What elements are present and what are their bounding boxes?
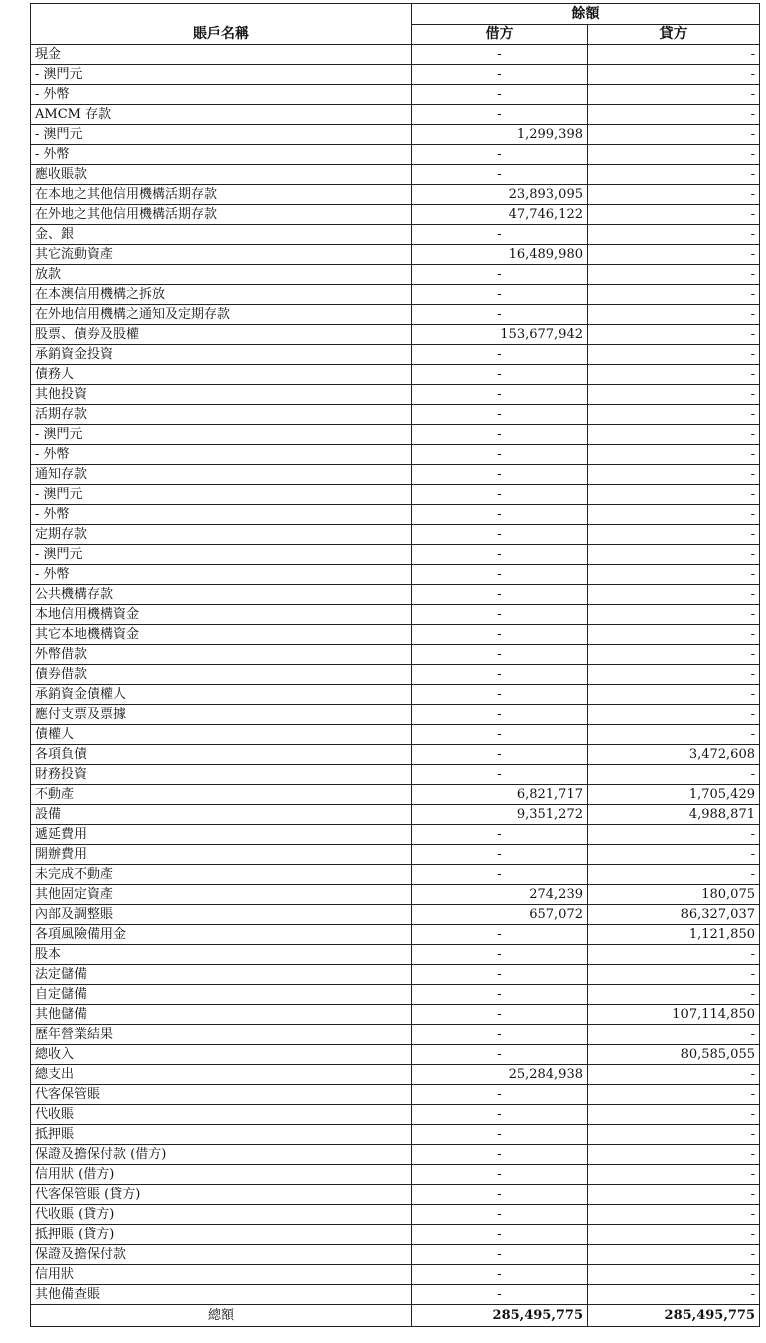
account-name-cell: 放款 xyxy=(31,265,412,285)
credit-cell: - xyxy=(588,1225,760,1245)
credit-cell: - xyxy=(588,545,760,565)
account-name-cell: 內部及調整賬 xyxy=(31,905,412,925)
table-row xyxy=(31,225,760,245)
debit-cell: - xyxy=(412,925,588,945)
debit-cell: - xyxy=(412,565,588,585)
debit-cell: - xyxy=(412,345,588,365)
table-row xyxy=(31,365,760,385)
table-row xyxy=(31,825,760,845)
debit-cell: - xyxy=(412,1285,588,1305)
credit-cell: - xyxy=(588,1085,760,1105)
debit-cell: - xyxy=(412,445,588,465)
credit-cell: - xyxy=(588,125,760,145)
credit-cell: - xyxy=(588,585,760,605)
credit-cell: - xyxy=(588,105,760,125)
account-name-cell: 活期存款 xyxy=(31,405,412,425)
debit-cell: - xyxy=(412,485,588,505)
account-name-cell: AMCM 存款 xyxy=(31,105,412,125)
table-row xyxy=(31,405,760,425)
credit-cell: 80,585,055 xyxy=(588,1045,760,1065)
account-name-cell: 代收賬 xyxy=(31,1105,412,1125)
credit-cell: - xyxy=(588,245,760,265)
table-row xyxy=(31,1205,760,1225)
table-row xyxy=(31,1265,760,1285)
credit-cell: 86,327,037 xyxy=(588,905,760,925)
account-name-cell: 開辦費用 xyxy=(31,845,412,865)
debit-cell: - xyxy=(412,665,588,685)
account-name-cell: 保證及擔保付款 (借方) xyxy=(31,1145,412,1165)
debit-cell: - xyxy=(412,1005,588,1025)
table-row xyxy=(31,845,760,865)
total-label: 總額 xyxy=(31,1305,412,1327)
credit-cell: 1,121,850 xyxy=(588,925,760,945)
account-name-cell: 股票、債券及股權 xyxy=(31,325,412,345)
credit-cell: - xyxy=(588,945,760,965)
debit-cell: - xyxy=(412,85,588,105)
debit-header: 借方 xyxy=(412,25,588,45)
debit-cell: - xyxy=(412,1045,588,1065)
debit-cell: - xyxy=(412,505,588,525)
credit-cell: - xyxy=(588,165,760,185)
account-name-cell: - 外幣 xyxy=(31,505,412,525)
account-name-cell: 其它流動資產 xyxy=(31,245,412,265)
credit-cell: - xyxy=(588,1065,760,1085)
table-row xyxy=(31,45,760,65)
account-name-cell: 現金 xyxy=(31,45,412,65)
debit-cell: - xyxy=(412,1205,588,1225)
credit-cell: - xyxy=(588,1125,760,1145)
credit-cell: - xyxy=(588,445,760,465)
debit-cell: 25,284,938 xyxy=(412,1065,588,1085)
account-name-cell: - 外幣 xyxy=(31,85,412,105)
credit-cell: - xyxy=(588,705,760,725)
account-name-cell: 定期存款 xyxy=(31,525,412,545)
debit-cell: 1,299,398 xyxy=(412,125,588,145)
table-row xyxy=(31,925,760,945)
debit-cell: - xyxy=(412,985,588,1005)
table-row xyxy=(31,345,760,365)
table-row xyxy=(31,865,760,885)
account-name-cell: 在外地之其他信用機構活期存款 xyxy=(31,205,412,225)
debit-cell: - xyxy=(412,1145,588,1165)
account-name-cell: 其他備查賬 xyxy=(31,1285,412,1305)
debit-cell: - xyxy=(412,45,588,65)
credit-cell: - xyxy=(588,665,760,685)
account-name-cell: 保證及擔保付款 xyxy=(31,1245,412,1265)
account-name-cell: 其他儲備 xyxy=(31,1005,412,1025)
debit-cell: 23,893,095 xyxy=(412,185,588,205)
debit-cell: 16,489,980 xyxy=(412,245,588,265)
account-name-cell: 在外地信用機構之通知及定期存款 xyxy=(31,305,412,325)
debit-cell: - xyxy=(412,845,588,865)
debit-cell: 47,746,122 xyxy=(412,205,588,225)
account-name-cell: - 澳門元 xyxy=(31,125,412,145)
account-name-cell: 承銷資金債權人 xyxy=(31,685,412,705)
credit-cell: - xyxy=(588,1145,760,1165)
table-row xyxy=(31,325,760,345)
account-name-cell: 未完成不動產 xyxy=(31,865,412,885)
account-name-cell: 歷年營業結果 xyxy=(31,1025,412,1045)
table-row xyxy=(31,1025,760,1045)
table-row xyxy=(31,945,760,965)
table-row xyxy=(31,465,760,485)
table-row xyxy=(31,485,760,505)
debit-cell: - xyxy=(412,525,588,545)
account-name-cell: 遞延費用 xyxy=(31,825,412,845)
table-row xyxy=(31,965,760,985)
table-row xyxy=(31,765,760,785)
debit-cell: 274,239 xyxy=(412,885,588,905)
account-name-cell: 其它本地機構資金 xyxy=(31,625,412,645)
table-row xyxy=(31,1085,760,1105)
table-row xyxy=(31,565,760,585)
table-row xyxy=(31,285,760,305)
table-row xyxy=(31,1105,760,1125)
table-row xyxy=(31,625,760,645)
debit-cell: - xyxy=(412,1265,588,1285)
credit-cell: - xyxy=(588,405,760,425)
account-name-cell: 各項風險備用金 xyxy=(31,925,412,945)
account-name-cell: 總支出 xyxy=(31,1065,412,1085)
credit-cell: - xyxy=(588,1165,760,1185)
ledger-body xyxy=(31,45,760,1305)
account-name-cell: 抵押賬 xyxy=(31,1125,412,1145)
debit-cell: - xyxy=(412,1225,588,1245)
account-name-cell: 應收賬款 xyxy=(31,165,412,185)
table-row xyxy=(31,1065,760,1085)
credit-header: 貸方 xyxy=(588,25,760,45)
trial-balance-sheet xyxy=(30,3,759,1338)
table-row xyxy=(31,245,760,265)
account-name-cell: 本地信用機構資金 xyxy=(31,605,412,625)
account-name-cell: - 澳門元 xyxy=(31,65,412,85)
credit-cell: 3,472,608 xyxy=(588,745,760,765)
account-name-cell: 不動產 xyxy=(31,785,412,805)
table-row xyxy=(31,665,760,685)
credit-cell: - xyxy=(588,205,760,225)
credit-cell: - xyxy=(588,485,760,505)
table-row xyxy=(31,105,760,125)
table-row xyxy=(31,385,760,405)
account-name-cell: 外幣借款 xyxy=(31,645,412,665)
account-name-cell: - 外幣 xyxy=(31,445,412,465)
table-row xyxy=(31,165,760,185)
credit-cell: - xyxy=(588,685,760,705)
credit-cell: - xyxy=(588,45,760,65)
debit-cell: - xyxy=(412,625,588,645)
account-name-cell: 信用狀 xyxy=(31,1265,412,1285)
debit-cell: 9,351,272 xyxy=(412,805,588,825)
credit-cell: - xyxy=(588,185,760,205)
balance-header: 餘額 xyxy=(412,4,760,25)
debit-cell: - xyxy=(412,545,588,565)
credit-cell: - xyxy=(588,1025,760,1045)
table-row xyxy=(31,1245,760,1265)
table-row xyxy=(31,705,760,725)
account-name-cell: - 澳門元 xyxy=(31,425,412,445)
table-row xyxy=(31,145,760,165)
debit-cell: - xyxy=(412,685,588,705)
debit-cell: - xyxy=(412,705,588,725)
table-row xyxy=(31,1165,760,1185)
debit-cell: 6,821,717 xyxy=(412,785,588,805)
table-row xyxy=(31,585,760,605)
debit-cell: - xyxy=(412,725,588,745)
table-row xyxy=(31,1125,760,1145)
table-row xyxy=(31,1005,760,1025)
account-name-cell: 在本澳信用機構之拆放 xyxy=(31,285,412,305)
debit-cell: - xyxy=(412,945,588,965)
credit-cell: - xyxy=(588,305,760,325)
debit-cell: - xyxy=(412,365,588,385)
total-credit: 285,495,775 xyxy=(588,1305,760,1327)
account-name-cell: - 澳門元 xyxy=(31,485,412,505)
debit-cell: - xyxy=(412,765,588,785)
credit-cell: - xyxy=(588,265,760,285)
account-name-cell: 代客保管賬 xyxy=(31,1085,412,1105)
account-name-cell: - 外幣 xyxy=(31,145,412,165)
credit-cell: - xyxy=(588,1205,760,1225)
debit-cell: - xyxy=(412,745,588,765)
account-name-cell: 各項負債 xyxy=(31,745,412,765)
table-row xyxy=(31,605,760,625)
account-name-cell: 承銷資金投資 xyxy=(31,345,412,365)
trial-balance-table xyxy=(30,3,760,1327)
credit-cell: - xyxy=(588,85,760,105)
debit-cell: 657,072 xyxy=(412,905,588,925)
account-name-cell: 代收賬 (貸方) xyxy=(31,1205,412,1225)
credit-cell: - xyxy=(588,845,760,865)
table-row xyxy=(31,745,760,765)
account-name-cell: 財務投資 xyxy=(31,765,412,785)
credit-cell: - xyxy=(588,1285,760,1305)
debit-cell: - xyxy=(412,585,588,605)
table-row xyxy=(31,905,760,925)
table-row xyxy=(31,125,760,145)
table-row xyxy=(31,305,760,325)
table-row xyxy=(31,1285,760,1305)
debit-cell: - xyxy=(412,265,588,285)
credit-cell: - xyxy=(588,385,760,405)
credit-cell: - xyxy=(588,965,760,985)
account-name-cell: 法定儲備 xyxy=(31,965,412,985)
table-row xyxy=(31,85,760,105)
table-row xyxy=(31,985,760,1005)
account-name-cell: 債權人 xyxy=(31,725,412,745)
account-name-cell: 其他投資 xyxy=(31,385,412,405)
credit-cell: - xyxy=(588,985,760,1005)
table-row xyxy=(31,1045,760,1065)
debit-cell: - xyxy=(412,225,588,245)
table-row xyxy=(31,785,760,805)
account-name-cell: 金、銀 xyxy=(31,225,412,245)
credit-cell: - xyxy=(588,625,760,645)
table-row xyxy=(31,65,760,85)
account-name-cell: 債務人 xyxy=(31,365,412,385)
credit-cell: 4,988,871 xyxy=(588,805,760,825)
account-name-cell: - 澳門元 xyxy=(31,545,412,565)
account-name-cell: 在本地之其他信用機構活期存款 xyxy=(31,185,412,205)
debit-cell: - xyxy=(412,305,588,325)
debit-cell: - xyxy=(412,1085,588,1105)
debit-cell: - xyxy=(412,1105,588,1125)
credit-cell: - xyxy=(588,365,760,385)
credit-cell: - xyxy=(588,1265,760,1285)
credit-cell: - xyxy=(588,325,760,345)
table-row xyxy=(31,185,760,205)
debit-cell: - xyxy=(412,865,588,885)
total-row xyxy=(31,1305,760,1327)
debit-cell: - xyxy=(412,465,588,485)
account-name-cell: 應付支票及票據 xyxy=(31,705,412,725)
credit-cell: - xyxy=(588,645,760,665)
debit-cell: 153,677,942 xyxy=(412,325,588,345)
credit-cell: - xyxy=(588,425,760,445)
credit-cell: - xyxy=(588,65,760,85)
table-row xyxy=(31,425,760,445)
credit-cell: - xyxy=(588,525,760,545)
account-name-cell: 總收入 xyxy=(31,1045,412,1065)
credit-cell: - xyxy=(588,225,760,245)
debit-cell: - xyxy=(412,965,588,985)
credit-cell: 1,705,429 xyxy=(588,785,760,805)
credit-cell: - xyxy=(588,765,760,785)
account-name-cell: 債券借款 xyxy=(31,665,412,685)
table-row xyxy=(31,525,760,545)
table-row xyxy=(31,1225,760,1245)
debit-cell: - xyxy=(412,1025,588,1045)
debit-cell: - xyxy=(412,105,588,125)
credit-cell: - xyxy=(588,825,760,845)
account-name-cell: 信用狀 (借方) xyxy=(31,1165,412,1185)
debit-cell: - xyxy=(412,1245,588,1265)
credit-cell: - xyxy=(588,1105,760,1125)
debit-cell: - xyxy=(412,65,588,85)
credit-cell: - xyxy=(588,465,760,485)
account-name-cell: 自定儲備 xyxy=(31,985,412,1005)
account-name-cell: 公共機構存款 xyxy=(31,585,412,605)
table-row xyxy=(31,445,760,465)
total-debit: 285,495,775 xyxy=(412,1305,588,1327)
account-name-cell: 代客保管賬 (貸方) xyxy=(31,1185,412,1205)
table-row xyxy=(31,685,760,705)
table-row xyxy=(31,265,760,285)
credit-cell: - xyxy=(588,285,760,305)
account-name-cell: - 外幣 xyxy=(31,565,412,585)
credit-cell: 180,075 xyxy=(588,885,760,905)
account-name-cell: 通知存款 xyxy=(31,465,412,485)
account-name-header: 賬戶名稱 xyxy=(31,4,412,45)
header-row xyxy=(31,4,760,25)
table-row xyxy=(31,645,760,665)
credit-cell: - xyxy=(588,865,760,885)
credit-cell: - xyxy=(588,1245,760,1265)
debit-cell: - xyxy=(412,425,588,445)
table-row xyxy=(31,505,760,525)
debit-cell: - xyxy=(412,1185,588,1205)
credit-cell: - xyxy=(588,145,760,165)
debit-cell: - xyxy=(412,405,588,425)
debit-cell: - xyxy=(412,1165,588,1185)
debit-cell: - xyxy=(412,605,588,625)
debit-cell: - xyxy=(412,145,588,165)
debit-cell: - xyxy=(412,825,588,845)
debit-cell: - xyxy=(412,285,588,305)
credit-cell: - xyxy=(588,345,760,365)
credit-cell: - xyxy=(588,605,760,625)
credit-cell: - xyxy=(588,505,760,525)
credit-cell: 107,114,850 xyxy=(588,1005,760,1025)
debit-cell: - xyxy=(412,385,588,405)
debit-cell: - xyxy=(412,645,588,665)
table-row xyxy=(31,1185,760,1205)
table-row xyxy=(31,545,760,565)
account-name-cell: 其他固定資產 xyxy=(31,885,412,905)
table-row xyxy=(31,725,760,745)
account-name-cell: 設備 xyxy=(31,805,412,825)
debit-cell: - xyxy=(412,165,588,185)
table-row xyxy=(31,885,760,905)
account-name-cell: 股本 xyxy=(31,945,412,965)
table-row xyxy=(31,1145,760,1165)
credit-cell: - xyxy=(588,565,760,585)
debit-cell: - xyxy=(412,1125,588,1145)
credit-cell: - xyxy=(588,725,760,745)
account-name-cell: 抵押賬 (貸方) xyxy=(31,1225,412,1245)
table-row xyxy=(31,205,760,225)
credit-cell: - xyxy=(588,1185,760,1205)
table-row xyxy=(31,805,760,825)
